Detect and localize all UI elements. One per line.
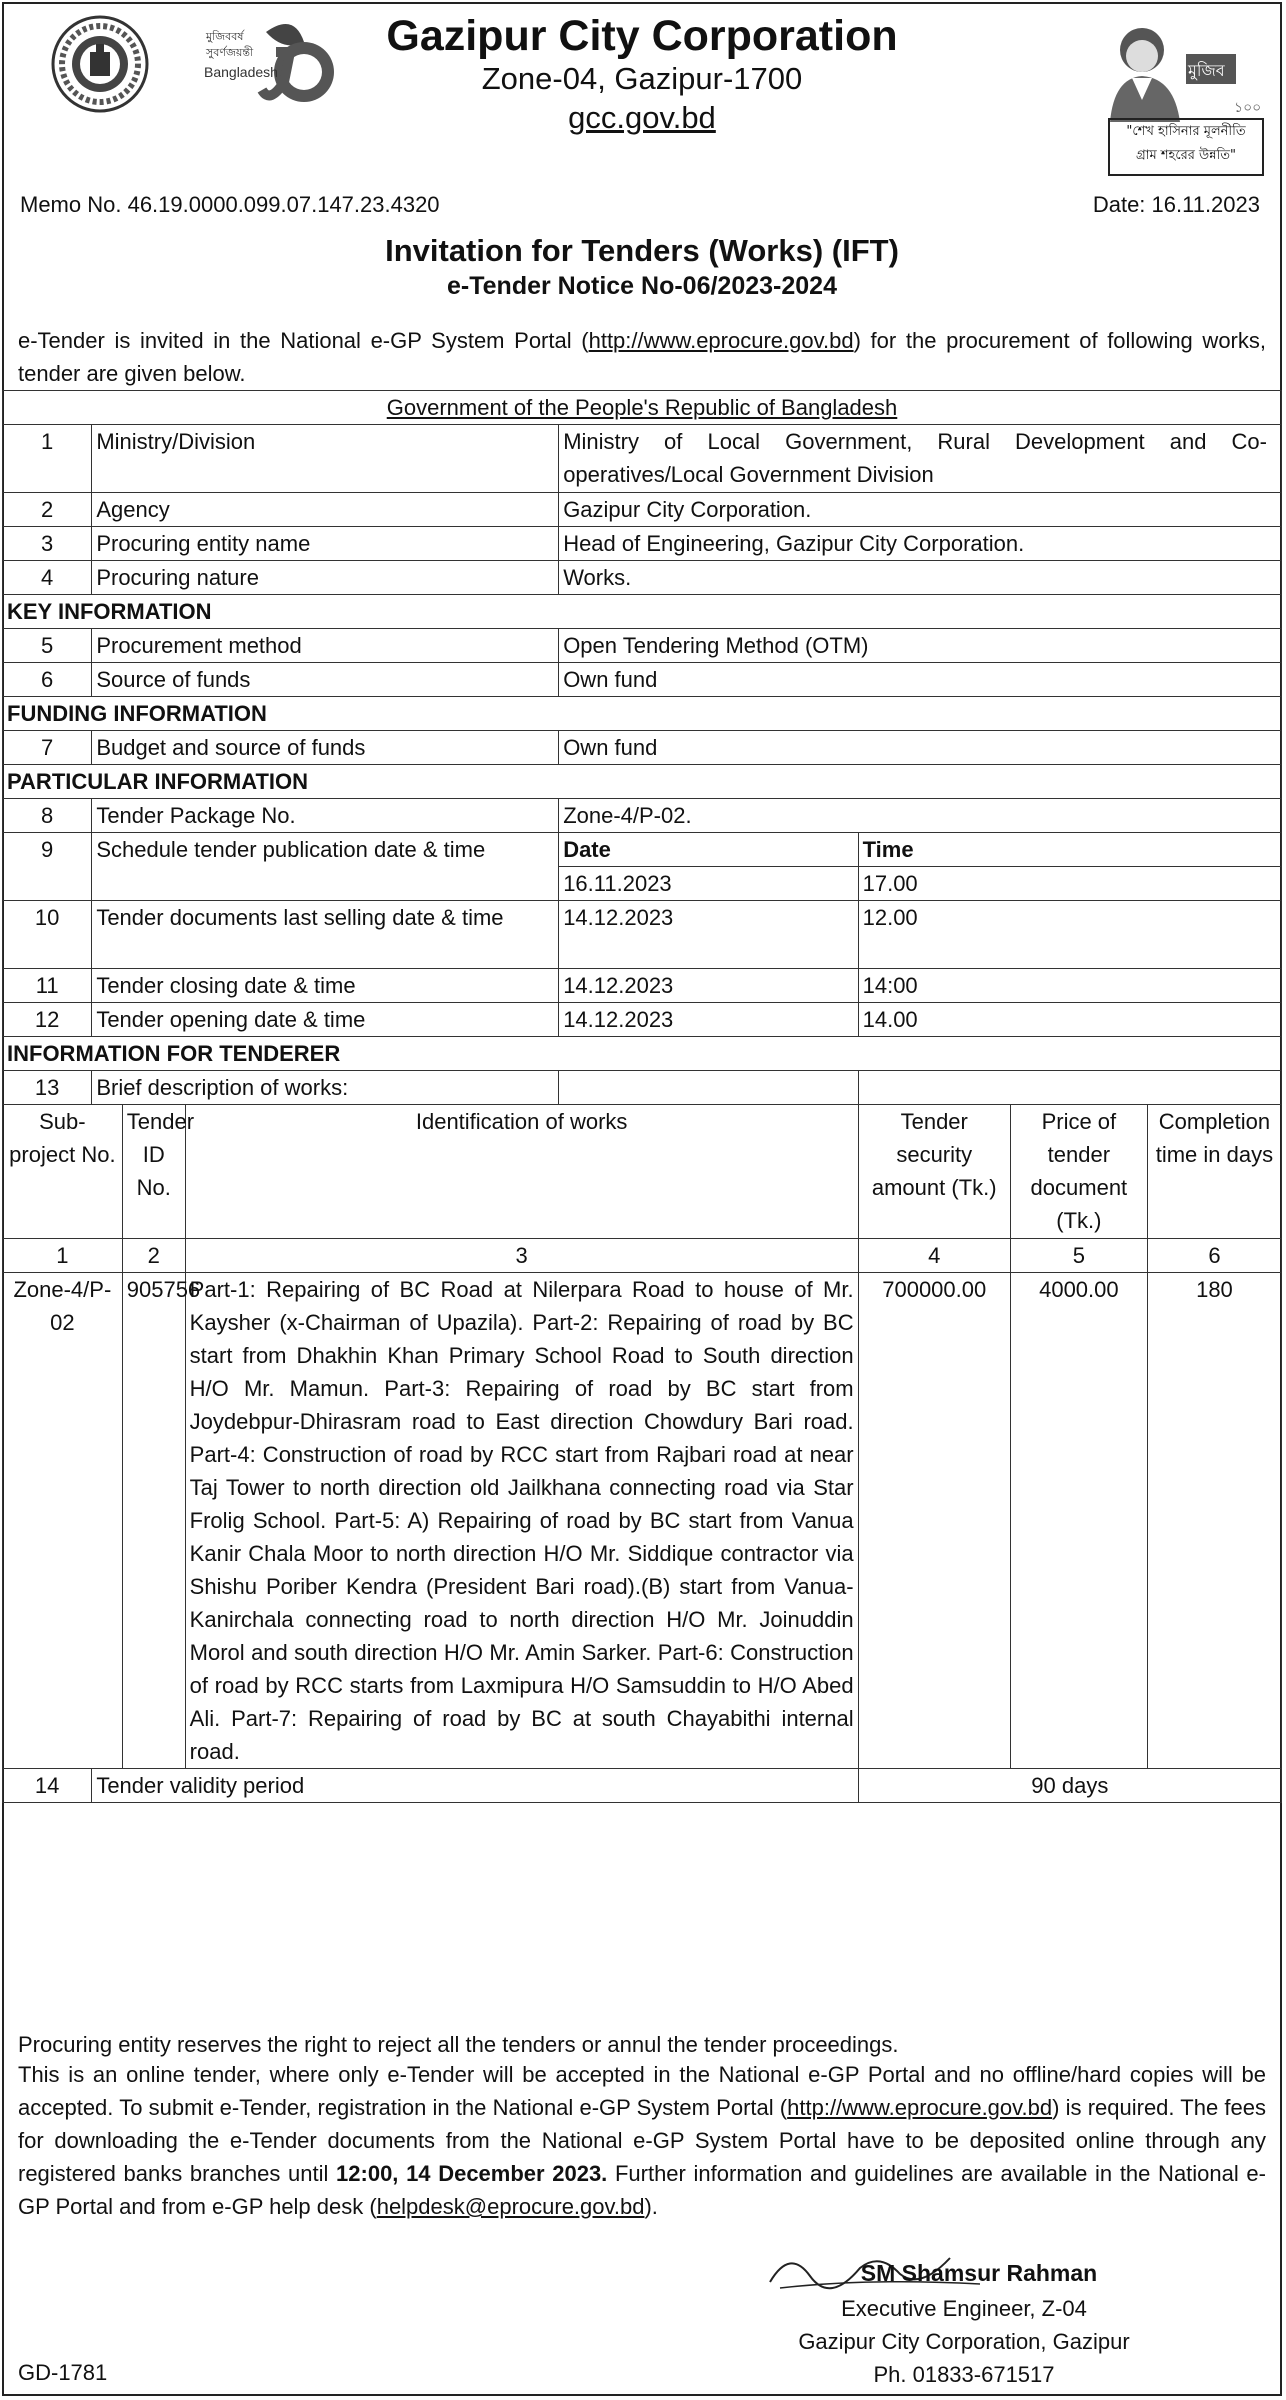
eprocure-link[interactable]: http://www.eprocure.gov.bd xyxy=(588,328,854,353)
table-row: 16.11.2023 17.00 xyxy=(3,867,1282,901)
reserve-note: Procuring entity reserves the right to reject all the tenders or annul the tender proceedings. xyxy=(18,2032,899,2057)
validity-value: 90 days xyxy=(858,1769,1281,1803)
tender-notice-page xyxy=(2,2,1282,2396)
online-tender-note: This is an online tender, where only e-Tender will be accepted in the National e-GP Portal and no offline/hard copies will be accepted. To submit e-Tender, registration in the National e-GP System Portal (http://www.eprocure.gov.bd) is required. The fees for downloading the e-Tender documents from the National e-GP System Portal have to be deposited online through any registered banks branches until 12:00, 14 December 2023. Further information and guidelines are available in the National e-GP Portal and from e-GP help desk (helpdesk@eprocure.gov.bd). xyxy=(18,2062,1266,2219)
table-row: 10 Tender documents last selling date & time 14.12.2023 12.00 xyxy=(3,901,1282,969)
table-row: 4 Procuring nature Works. xyxy=(3,561,1282,595)
table-row: 5 Procurement method Open Tendering Method (OTM) xyxy=(3,629,1282,663)
table-row: 7 Budget and source of funds Own fund xyxy=(3,731,1282,765)
signatory-designation: Executive Engineer, Z-04 xyxy=(841,2296,1087,2321)
signatory-name: SM Shamsur Rahman xyxy=(860,2260,1098,2286)
org-address: Zone-04, Gazipur-1700 xyxy=(481,61,803,96)
table-row: 8 Tender Package No. Zone-4/P-02. xyxy=(3,799,1282,833)
eprocure-link-2[interactable]: http://www.eprocure.gov.bd xyxy=(787,2095,1053,2120)
table-row: 13 Brief description of works: xyxy=(3,1071,1282,1105)
portrait-image xyxy=(1084,14,1264,124)
section-key-info: KEY INFORMATION xyxy=(3,595,1282,629)
table-row: 2 Agency Gazipur City Corporation. xyxy=(3,493,1282,527)
notice-subtitle: e-Tender Notice No-06/2023-2024 xyxy=(447,272,837,300)
document-price: 4000.00 xyxy=(1010,1273,1147,1769)
notice-title-block xyxy=(4,232,1280,302)
org-website: gcc.gov.bd xyxy=(568,100,716,135)
header xyxy=(4,4,1280,194)
gov-header-row xyxy=(3,391,1282,425)
works-number-row: 1 2 3 4 5 6 xyxy=(3,1239,1282,1273)
table-row: 14 Tender validity period 90 days xyxy=(3,1769,1282,1803)
table-row: 12 Tender opening date & time 14.12.2023 14.00 xyxy=(3,1003,1282,1037)
logo2-text: Bangladesh xyxy=(204,64,278,80)
signatory-block xyxy=(764,2292,1164,2391)
table-row: 3 Procuring entity name Head of Engineering, Gazipur City Corporation. xyxy=(3,527,1282,561)
works-description: Part-1: Repairing of BC Road at Nilerpara Road to house of Mr. Kaysher (x-Chairman of Upazila). Part-2: Repairing of road by BC start from Dhakhin Khan Primary School Road to South direction H/O Mr. Mamun. Part-3: Repairing of road by BC start from Joydebpur-Dhirasram road to East direction Chowdury Bari road. Part-4: Construction of road by RCC start from Rajbari road at near Taj Tower to north direction old Jailkhana connecting road via Star Frolig School. Part-5: A) Repairing of road by BC start from Vanua Kanir Chala Moor to north direction H/O Mr. Siddique contractor via Shishu Poriber Kendra (President Bari road).(B) start from Vanua-Kanirchala connecting road to north direction H/O Mr. Joinuddin Morol and south direction H/O Mr. Amin Sarker. Part-6: Construction of road by RCC starts from Laxmipura H/O Samsuddin to H/O Abed Ali. Part-7: Repairing of road by BC at south Chayabithi internal road. xyxy=(185,1273,858,1769)
gov-header: Government of the People's Republic of Bangladesh xyxy=(386,395,898,420)
signatory-phone: Ph. 01833-671517 xyxy=(873,2362,1055,2387)
table-row: 11 Tender closing date & time 14.12.2023 14:00 xyxy=(3,969,1282,1003)
works-row xyxy=(3,1273,1282,1769)
notice-title: Invitation for Tenders (Works) (IFT) xyxy=(385,233,899,268)
completion-days: 180 xyxy=(1147,1273,1281,1769)
svg-text:সুবর্ণজয়ন্তী: সুবর্ণজয়ন্তী xyxy=(206,46,254,59)
portrait-block xyxy=(1084,14,1264,174)
reference-code: GD-1781 xyxy=(18,2360,108,2385)
table-row: 1 Ministry/Division Ministry of Local Government, Rural Development and Co-operatives/Local Government Division xyxy=(3,425,1282,493)
memo-number: Memo No. 46.19.0000.099.07.147.23.4320 xyxy=(20,192,440,217)
table-row: 6 Source of funds Own fund xyxy=(3,663,1282,697)
portrait-caption: "শেখ হাসিনার মূলনীতি গ্রাম শহরের উন্নতি" xyxy=(1108,118,1264,176)
table-row: 9 Schedule tender publication date & time Date Time xyxy=(3,833,1282,867)
svg-text:১০০: ১০০ xyxy=(1234,100,1262,116)
svg-text:মুজিববর্ষ: মুজিববর্ষ xyxy=(206,30,244,43)
subproject-no: Zone-4/P-02 xyxy=(3,1273,123,1769)
section-particular-info: PARTICULAR INFORMATION xyxy=(3,765,1282,799)
tender-info-table xyxy=(2,390,1282,1803)
notice-date: Date: 16.11.2023 xyxy=(1092,192,1260,217)
section-funding-info: FUNDING INFORMATION xyxy=(3,697,1282,731)
helpdesk-email[interactable]: helpdesk@eprocure.gov.bd xyxy=(376,2194,645,2219)
signatory-office: Gazipur City Corporation, Gazipur xyxy=(798,2329,1130,2354)
section-tenderer-info: INFORMATION FOR TENDERER xyxy=(3,1037,1282,1071)
works-header-row: Sub-project No. Tender ID No. Identification of works Tender security amount (Tk.) Price of tender document (Tk.) Completion time in days xyxy=(3,1105,1282,1239)
intro-paragraph: e-Tender is invited in the National e-GP System Portal (http://www.eprocure.gov.bd) for the procurement of following works, tender are given below. xyxy=(18,328,1266,386)
svg-text:মুজিব: মুজিব xyxy=(1188,61,1225,80)
submission-deadline: 12:00, 14 December 2023. xyxy=(336,2161,608,2186)
tender-id: 905756 xyxy=(122,1273,185,1769)
security-amount: 700000.00 xyxy=(858,1273,1010,1769)
org-name: Gazipur City Corporation xyxy=(386,12,898,60)
